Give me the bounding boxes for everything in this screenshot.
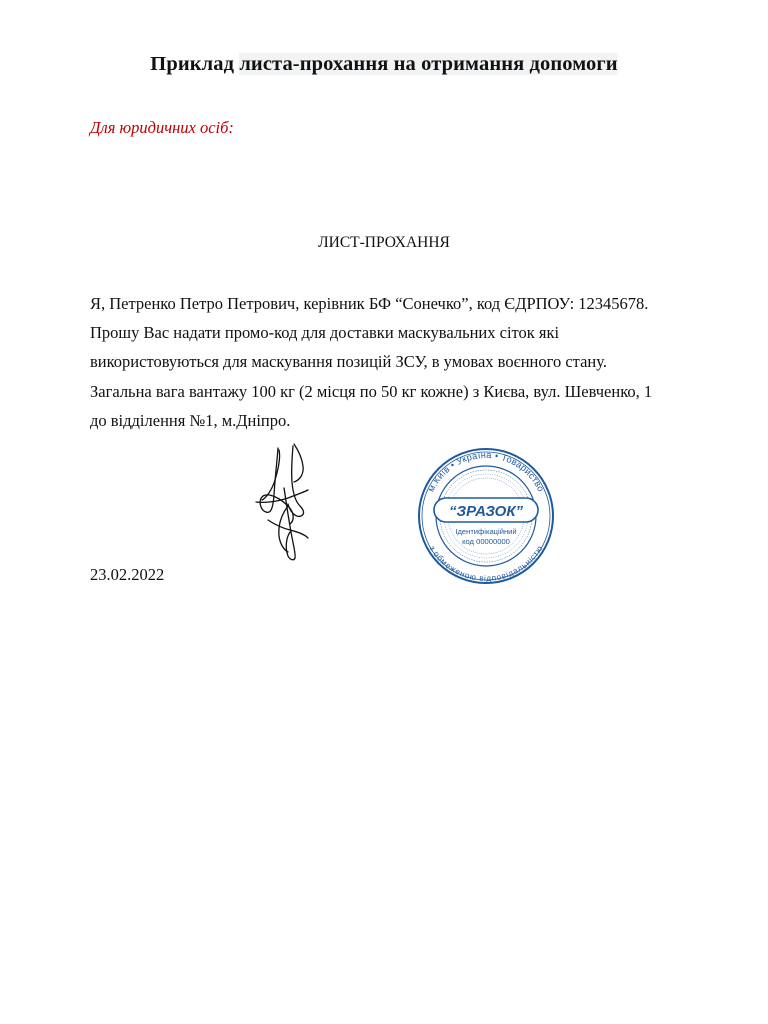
- letter-date: 23.02.2022: [90, 565, 165, 584]
- svg-text:м.Київ • Україна • Товариство: [426, 450, 547, 493]
- company-stamp: [416, 446, 556, 586]
- letter-body-line: використовуються для маскування позицій ЗСУ, в умовах воєнного стану.: [90, 352, 607, 372]
- svg-text:з обмеженою відповідальністю: [427, 544, 544, 583]
- stamp-line-1: Ідентифікаційний: [455, 527, 517, 536]
- letter-body: [90, 289, 730, 435]
- letter-body-line: до відділення №1, м.Дніпро.: [90, 410, 291, 430]
- stamp-line-2: код 00000000: [462, 537, 510, 546]
- letter-heading: ЛИСТ-ПРОХАННЯ: [318, 234, 450, 251]
- letter-body-line: Загальна вага вантажу 100 кг (2 місця по 50 кг кожне) з Києва, вул. Шевченко, 1: [90, 381, 653, 401]
- stamp-ring-top-text: м.Київ • Україна • Товариство: [425, 449, 547, 494]
- document-title-highlighted: листа-прохання на отримання допомоги: [239, 53, 618, 75]
- letter-body-line: Я, Петренко Петро Петрович, керівник БФ “Сонечко”, код ЄДРПОУ: 12345678.: [90, 294, 649, 313]
- document-title: [0, 50, 768, 78]
- letter-body-line: Прошу Вас надати промо-код для доставки маскувальних сіток які: [90, 323, 560, 343]
- stamp-ring-bottom-text: з обмеженою відповідальністю: [427, 544, 545, 584]
- legal-entities-subtitle: Для юридичних осіб:: [90, 118, 234, 137]
- stamp-center-word: “ЗРАЗОК”: [448, 503, 524, 520]
- handwritten-signature: [248, 440, 318, 565]
- document-title-prefix: Приклад: [150, 53, 240, 75]
